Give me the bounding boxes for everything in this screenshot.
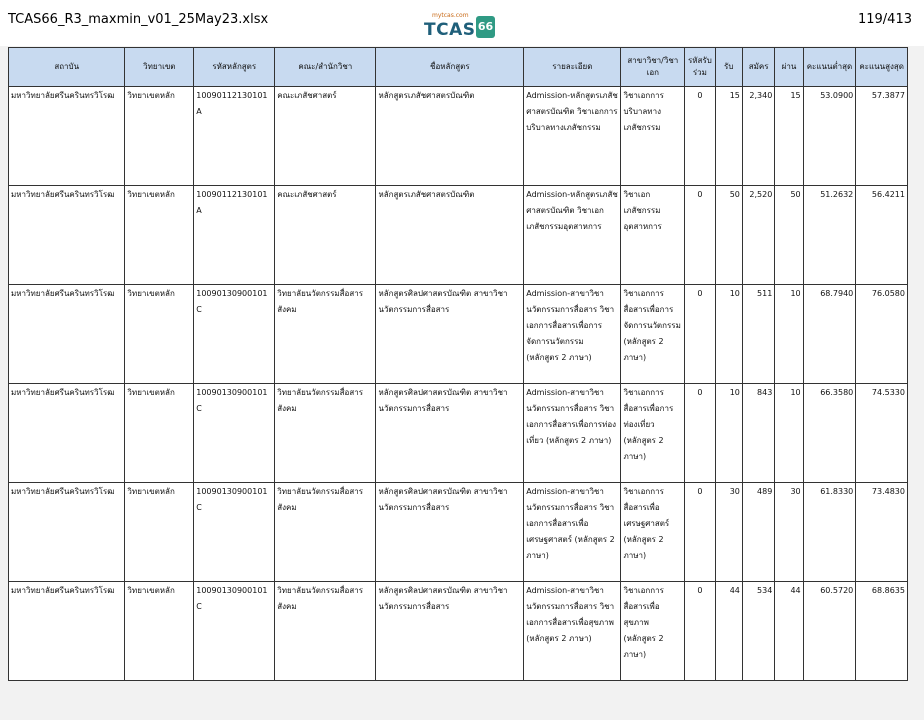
cell-detail: Admission-สาขาวิชานวัตกรรมการสื่อสาร วิชาเอกการสื่อสารเพื่อการจัดการนวัตกรรม (หลักสูตร 2 ภาษา) [524, 285, 621, 384]
table-row [9, 87, 908, 186]
cell-institution: มหาวิทยาลัยศรีนครินทรวิโรฒ [9, 87, 125, 186]
column-header-detail: รายละเอียด [524, 48, 621, 87]
admission-table [8, 47, 908, 681]
cell-joint-code: 0 [685, 384, 715, 483]
cell-max-score: 57.3877 [856, 87, 908, 186]
cell-apply: 534 [742, 582, 774, 681]
table-header-row [9, 48, 908, 87]
cell-major: วิชาเอกการบริบาลทางเภสัชกรรม [621, 87, 685, 186]
cell-major: วิชาเอกการสื่อสารเพื่อเศรษฐศาสตร์ (หลักสูตร 2 ภาษา) [621, 483, 685, 582]
cell-joint-code: 0 [685, 285, 715, 384]
cell-min-score: 53.0900 [803, 87, 856, 186]
cell-code: 10090112130101A [194, 87, 275, 186]
column-header-max-score: คะแนนสูงสุด [856, 48, 908, 87]
column-header-apply: สมัคร [742, 48, 774, 87]
logo-badge-number: 66 [477, 20, 494, 33]
cell-code: 10090130900101C [194, 483, 275, 582]
cell-institution: มหาวิทยาลัยศรีนครินทรวิโรฒ [9, 186, 125, 285]
table-row [9, 483, 908, 582]
column-header-joint-code: รหัสรับร่วม [685, 48, 715, 87]
tcas-logo [424, 14, 504, 44]
cell-apply: 489 [742, 483, 774, 582]
cell-max-score: 68.8635 [856, 582, 908, 681]
column-header-program: ชื่อหลักสูตร [376, 48, 524, 87]
cell-campus: วิทยาเขตหลัก [125, 186, 194, 285]
column-header-institution: สถาบัน [9, 48, 125, 87]
cell-major: วิชาเอกการสื่อสารเพื่อการท่องเที่ยว (หลักสูตร 2 ภาษา) [621, 384, 685, 483]
cell-program: หลักสูตรศิลปศาสตรบัณฑิต สาขาวิชานวัตกรรมการสื่อสาร [376, 285, 524, 384]
cell-min-score: 61.8330 [803, 483, 856, 582]
cell-joint-code: 0 [685, 87, 715, 186]
table-row [9, 582, 908, 681]
cell-code: 10090130900101C [194, 384, 275, 483]
cell-apply: 2,520 [742, 186, 774, 285]
cell-pass: 30 [775, 483, 803, 582]
cell-joint-code: 0 [685, 483, 715, 582]
column-header-code: รหัสหลักสูตร [194, 48, 275, 87]
table-row [9, 384, 908, 483]
cell-detail: Admission-สาขาวิชานวัตกรรมการสื่อสาร วิชาเอกการสื่อสารเพื่อสุขภาพ (หลักสูตร 2 ภาษา) [524, 582, 621, 681]
cell-code: 10090112130101A [194, 186, 275, 285]
column-header-campus: วิทยาเขต [125, 48, 194, 87]
cell-campus: วิทยาเขตหลัก [125, 483, 194, 582]
cell-institution: มหาวิทยาลัยศรีนครินทรวิโรฒ [9, 384, 125, 483]
cell-campus: วิทยาเขตหลัก [125, 285, 194, 384]
cell-code: 10090130900101C [194, 582, 275, 681]
cell-max-score: 74.5330 [856, 384, 908, 483]
cell-institution: มหาวิทยาลัยศรีนครินทรวิโรฒ [9, 582, 125, 681]
cell-min-score: 60.5720 [803, 582, 856, 681]
table-row [9, 186, 908, 285]
cell-program: หลักสูตรเภสัชศาสตรบัณฑิต [376, 186, 524, 285]
cell-detail: Admission-หลักสูตรเภสัชศาสตรบัณฑิต วิชาเอกการบริบาลทางเภสัชกรรม [524, 87, 621, 186]
cell-campus: วิทยาเขตหลัก [125, 384, 194, 483]
cell-pass: 10 [775, 285, 803, 384]
cell-program: หลักสูตรศิลปศาสตรบัณฑิต สาขาวิชานวัตกรรมการสื่อสาร [376, 483, 524, 582]
cell-apply: 2,340 [742, 87, 774, 186]
page-number: 119/413 [857, 12, 912, 27]
cell-pass: 10 [775, 384, 803, 483]
cell-joint-code: 0 [685, 582, 715, 681]
cell-program: หลักสูตรเภสัชศาสตรบัณฑิต [376, 87, 524, 186]
logo-text: TCAS [424, 20, 476, 40]
column-header-pass: ผ่าน [775, 48, 803, 87]
cell-max-score: 73.4830 [856, 483, 908, 582]
cell-accept: 44 [715, 582, 742, 681]
column-header-accept: รับ [715, 48, 742, 87]
cell-min-score: 66.3580 [803, 384, 856, 483]
column-header-min-score: คะแนนต่ำสุด [803, 48, 856, 87]
cell-major: วิชาเอกการสื่อสารเพื่อการจัดการนวัตกรรม (หลักสูตร 2 ภาษา) [621, 285, 685, 384]
cell-faculty: คณะเภสัชศาสตร์ [275, 87, 376, 186]
cell-faculty: คณะเภสัชศาสตร์ [275, 186, 376, 285]
cell-min-score: 68.7940 [803, 285, 856, 384]
cell-pass: 50 [775, 186, 803, 285]
cell-accept: 30 [715, 483, 742, 582]
cell-program: หลักสูตรศิลปศาสตรบัณฑิต สาขาวิชานวัตกรรมการสื่อสาร [376, 582, 524, 681]
cell-detail: Admission-สาขาวิชานวัตกรรมการสื่อสาร วิชาเอกการสื่อสารเพื่อเศรษฐศาสตร์ (หลักสูตร 2 ภาษา) [524, 483, 621, 582]
cell-joint-code: 0 [685, 186, 715, 285]
cell-institution: มหาวิทยาลัยศรีนครินทรวิโรฒ [9, 285, 125, 384]
column-header-faculty: คณะ/สำนักวิชา [275, 48, 376, 87]
cell-faculty: วิทยาลัยนวัตกรรมสื่อสารสังคม [275, 582, 376, 681]
logo-badge [476, 16, 495, 38]
page-header [0, 0, 924, 46]
cell-detail: Admission-หลักสูตรเภสัชศาสตรบัณฑิต วิชาเอกเภสัชกรรมอุตสาหการ [524, 186, 621, 285]
cell-faculty: วิทยาลัยนวัตกรรมสื่อสารสังคม [275, 285, 376, 384]
cell-accept: 10 [715, 285, 742, 384]
cell-accept: 50 [715, 186, 742, 285]
cell-accept: 15 [715, 87, 742, 186]
cell-code: 10090130900101C [194, 285, 275, 384]
cell-detail: Admission-สาขาวิชานวัตกรรมการสื่อสาร วิชาเอกการสื่อสารเพื่อการท่องเที่ยว (หลักสูตร 2 ภาษา) [524, 384, 621, 483]
cell-major: วิชาเอกการสื่อสารเพื่อสุขภาพ (หลักสูตร 2 ภาษา) [621, 582, 685, 681]
cell-pass: 15 [775, 87, 803, 186]
cell-min-score: 51.2632 [803, 186, 856, 285]
cell-apply: 511 [742, 285, 774, 384]
cell-max-score: 76.0580 [856, 285, 908, 384]
cell-institution: มหาวิทยาลัยศรีนครินทรวิโรฒ [9, 483, 125, 582]
logo-site-text: mytcas.com [432, 12, 469, 19]
cell-faculty: วิทยาลัยนวัตกรรมสื่อสารสังคม [275, 483, 376, 582]
table-row [9, 285, 908, 384]
cell-major: วิชาเอกเภสัชกรรมอุตสาหการ [621, 186, 685, 285]
cell-accept: 10 [715, 384, 742, 483]
file-title: TCAS66_R3_maxmin_v01_25May23.xlsx [8, 12, 269, 27]
cell-pass: 44 [775, 582, 803, 681]
column-header-major: สาขาวิชา/วิชาเอก [621, 48, 685, 87]
cell-max-score: 56.4211 [856, 186, 908, 285]
cell-faculty: วิทยาลัยนวัตกรรมสื่อสารสังคม [275, 384, 376, 483]
table-body [9, 87, 908, 681]
cell-apply: 843 [742, 384, 774, 483]
cell-program: หลักสูตรศิลปศาสตรบัณฑิต สาขาวิชานวัตกรรมการสื่อสาร [376, 384, 524, 483]
cell-campus: วิทยาเขตหลัก [125, 87, 194, 186]
cell-campus: วิทยาเขตหลัก [125, 582, 194, 681]
